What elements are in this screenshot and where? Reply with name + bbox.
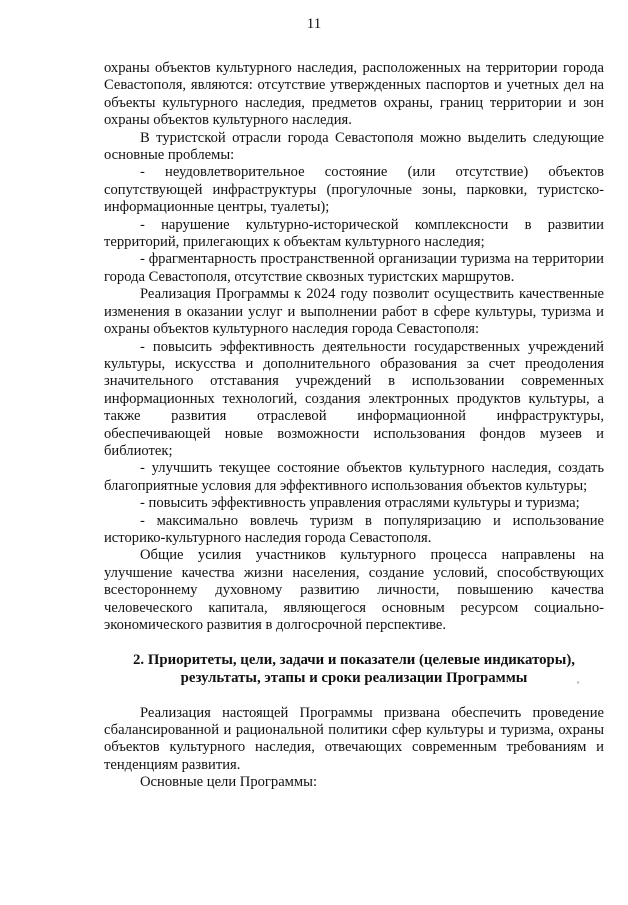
page-number: 11: [306, 16, 322, 32]
paragraph-program-implementation: Реализация Программы к 2024 году позволит осуществить качественные изменения в оказании услуг и выполнении работ в сфере культуры, туризма и охраны объектов культурного наследия города Севастополя:: [104, 286, 604, 338]
list-item-infrastructure: - неудовлетворительное состояние (или отсутствие) объектов сопутствующей инфраструктуры (прогулочные зоны, парковки, туристско-информационные центры, туалеты);: [104, 164, 604, 216]
list-item-management: - повысить эффективность управления отраслями культуры и туризма;: [140, 495, 580, 512]
list-item-heritage-condition: - улучшить текущее состояние объектов культурного наследия, создать благоприятные условия для эффективного использования объектов культуры;: [104, 460, 604, 494]
paragraph-heritage-problems-end: охраны объектов культурного наследия, расположенных на территории города Севастополя, являются: отсутствие утвержденных паспортов и учетных дел на объекты культурного наследия, предметов охраны, границ территории и зон охраны объектов культурного наследия.: [104, 60, 604, 129]
section-heading: 2. Приоритеты, цели, задачи и показатели (целевые индикаторы), результаты, этапы и сроки реализации Программы: [133, 652, 575, 686]
paragraph-program-purpose: Реализация настоящей Программы призвана обеспечить проведение сбалансированной и рациональной политики сфер культуры и туризма, охраны объектов культурного наследия, отвечающих современным требованиям и тенденциям развития.: [104, 704, 604, 773]
list-item-fragmentation: - фрагментарность пространственной организации туризма на территории города Севастополя, отсутствие сквозных туристских маршрутов.: [104, 251, 604, 285]
paragraph-main-goals: Основные цели Программы:: [140, 774, 318, 791]
list-item-complexity: - нарушение культурно-исторической комплексности в развитии территорий, прилегающих к объектам культурного наследия;: [104, 216, 604, 251]
list-item-tourism-involvement: - максимально вовлечь туризм в популяризацию и использование историко-культурного наследия города Севастополя.: [104, 512, 604, 546]
document-body: [104, 60, 604, 792]
list-item-efficiency: - повысить эффективность деятельности государственных учреждений культуры, искусства и дополнительного образования за счет преодоления значительного отставания учреждений в использовании современных информационных технологий, создания электронных продуктов культуры, а также развития отраслевой информационной инфраструктуры, обеспечивающей новые возможности использования фондов музеев и библиотек;: [104, 338, 604, 459]
paragraph-tourism-problems-intro: В туристской отрасли города Севастополя можно выделить следующие основные проблемы:: [104, 129, 604, 164]
paragraph-common-efforts: Общие усилия участников культурного процесса направлены на улучшение качества жизни населения, создание условий, способствующих всестороннему духовному развитию личности, повышению качества человеческого капитала, являющегося основным ресурсом социально-экономического развития в долгосрочной перспективе.: [104, 547, 604, 633]
scan-mark: ₒ: [577, 676, 580, 685]
